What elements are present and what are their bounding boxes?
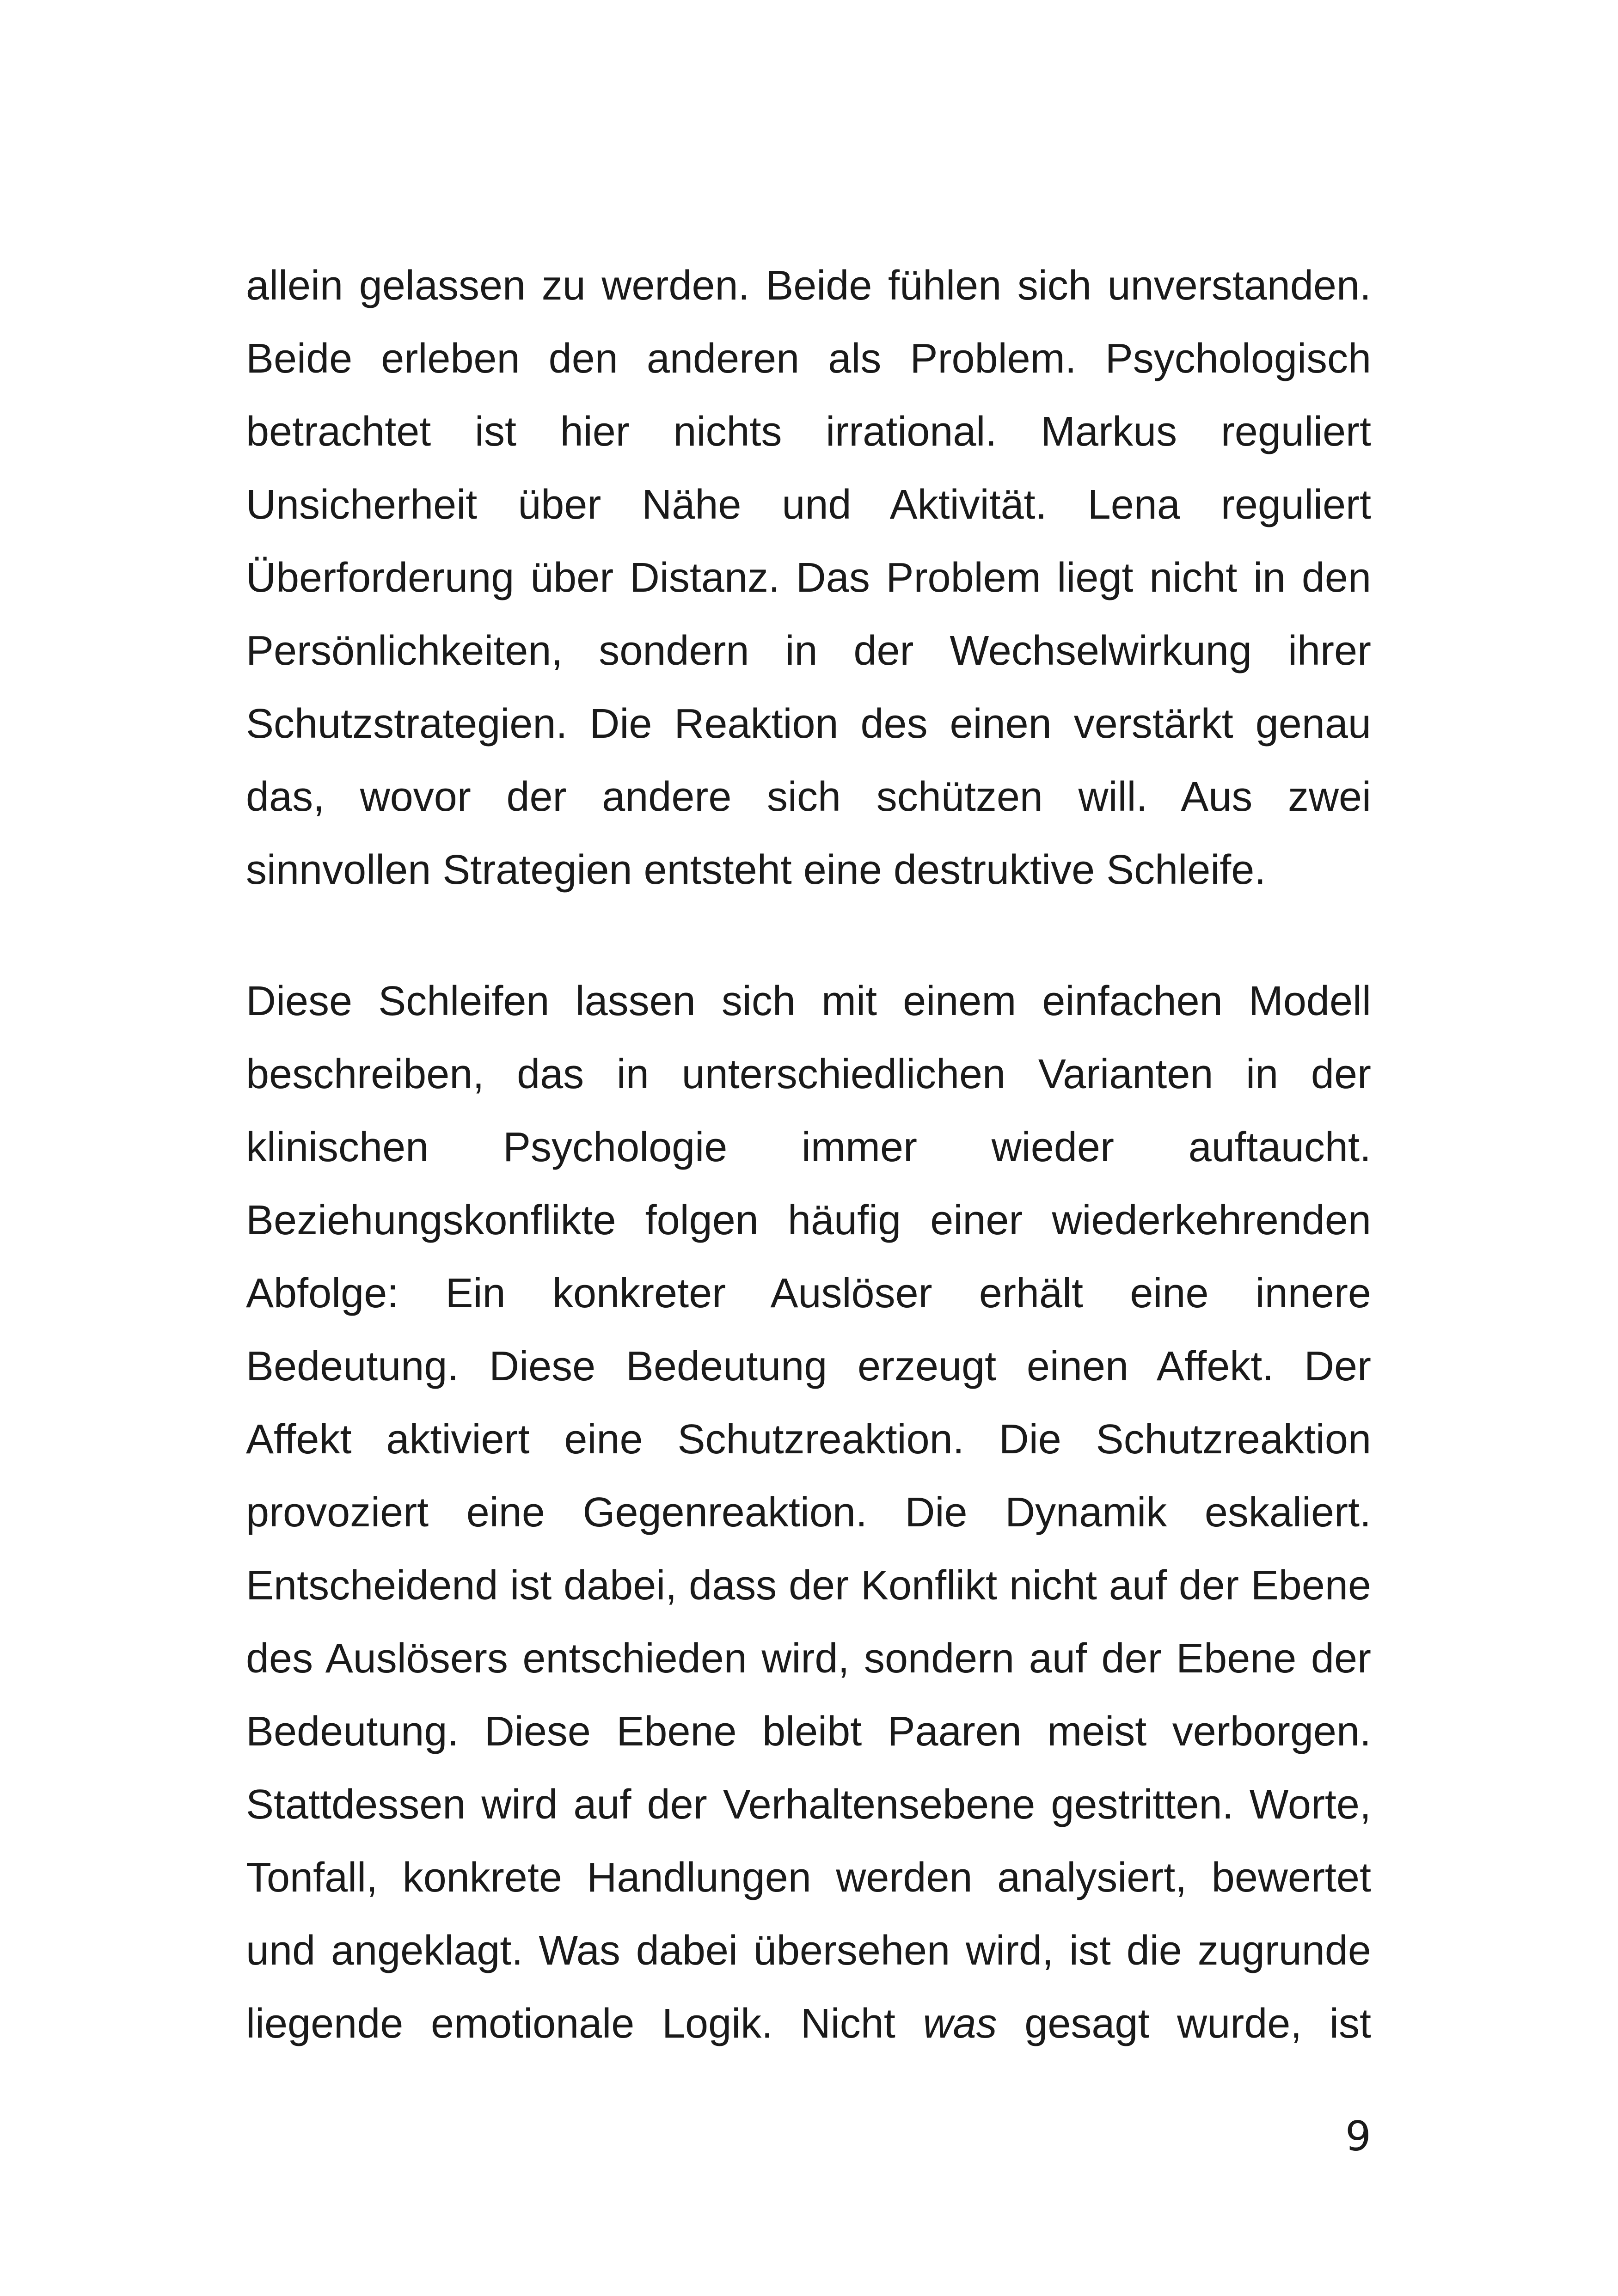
text-line bbox=[246, 322, 1371, 395]
text-line bbox=[246, 1038, 1371, 1111]
text-segment: Stattdessen wird auf der Verhaltensebene gestritten. Worte, bbox=[246, 1782, 1371, 1828]
text-segment: Bedeutung. Diese Bedeutung erzeugt einen Affekt. Der bbox=[246, 1343, 1371, 1390]
text-line bbox=[246, 249, 1371, 322]
emphasis-text: was bbox=[923, 2001, 997, 2047]
text-segment: klinischen Psychologie immer wieder auftaucht. bbox=[246, 1124, 1371, 1170]
text-segment: Schutzstrategien. Die Reaktion des einen verstärkt genau bbox=[246, 701, 1371, 747]
text-line bbox=[246, 965, 1371, 1038]
text-line bbox=[246, 1549, 1371, 1622]
text-line bbox=[246, 1257, 1371, 1330]
text-line bbox=[246, 687, 1371, 760]
text-segment: Abfolge: Ein konkreter Auslöser erhält eine innere bbox=[246, 1270, 1371, 1316]
text-segment: Affekt aktiviert eine Schutzreaktion. Die Schutzreaktion bbox=[246, 1416, 1371, 1463]
text-line bbox=[246, 395, 1371, 468]
paragraph-1 bbox=[246, 249, 1371, 906]
text-segment: gesagt wurde, ist bbox=[997, 2001, 1371, 2047]
text-segment: provoziert eine Gegenreaktion. Die Dynamik eskaliert. bbox=[246, 1489, 1371, 1536]
text-line bbox=[246, 1768, 1371, 1841]
paragraph-2 bbox=[246, 965, 1371, 2060]
text-segment: liegende emotionale Logik. Nicht bbox=[246, 2001, 923, 2047]
text-line bbox=[246, 1695, 1371, 1768]
text-segment: Überforderung über Distanz. Das Problem liegt nicht in den bbox=[246, 555, 1371, 601]
text-line bbox=[246, 1476, 1371, 1549]
text-segment: beschreiben, das in unterschiedlichen Varianten in der bbox=[246, 1051, 1371, 1097]
text-line bbox=[246, 1622, 1371, 1695]
text-line bbox=[246, 1403, 1371, 1476]
text-segment: Tonfall, konkrete Handlungen werden analysiert, bewertet bbox=[246, 1855, 1371, 1901]
text-line bbox=[246, 468, 1371, 541]
text-segment: das, wovor der andere sich schützen will. Aus zwei bbox=[246, 774, 1371, 820]
text-segment: allein gelassen zu werden. Beide fühlen sich unverstanden. bbox=[246, 263, 1371, 309]
page-number: 9 bbox=[1345, 2112, 1371, 2160]
text-line bbox=[246, 1184, 1371, 1257]
text-segment: sinnvollen Strategien entsteht eine destruktive Schleife. bbox=[246, 847, 1266, 893]
text-segment: Unsicherheit über Nähe und Aktivität. Lena reguliert bbox=[246, 482, 1371, 528]
text-segment: des Auslösers entschieden wird, sondern auf der Ebene der bbox=[246, 1635, 1371, 1682]
text-segment: und angeklagt. Was dabei übersehen wird, ist die zugrunde bbox=[246, 1928, 1371, 1974]
text-segment: betrachtet ist hier nichts irrational. Markus reguliert bbox=[246, 409, 1371, 455]
text-segment: Entscheidend ist dabei, dass der Konflikt nicht auf der Ebene bbox=[246, 1562, 1371, 1609]
text-segment: Persönlichkeiten, sondern in der Wechselwirkung ihrer bbox=[246, 628, 1371, 674]
text-line bbox=[246, 760, 1371, 833]
text-segment: Diese Schleifen lassen sich mit einem einfachen Modell bbox=[246, 978, 1371, 1024]
text-segment: Beide erleben den anderen als Problem. Psychologisch bbox=[246, 336, 1371, 382]
text-line bbox=[246, 1987, 1371, 2060]
text-line bbox=[246, 614, 1371, 687]
text-line bbox=[246, 1841, 1371, 1914]
text-line bbox=[246, 541, 1371, 614]
text-line bbox=[246, 833, 1371, 906]
text-line bbox=[246, 1330, 1371, 1403]
text-line bbox=[246, 1111, 1371, 1184]
text-line bbox=[246, 1914, 1371, 1987]
text-segment: Bedeutung. Diese Ebene bleibt Paaren meist verborgen. bbox=[246, 1708, 1371, 1755]
text-segment: Beziehungskonflikte folgen häufig einer wiederkehrenden bbox=[246, 1197, 1371, 1243]
